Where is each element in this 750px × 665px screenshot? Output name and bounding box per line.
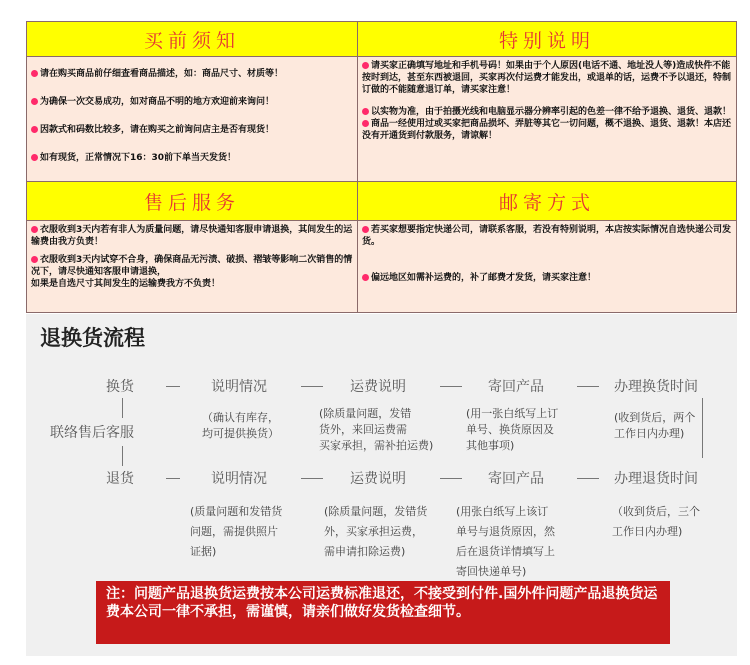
connector-line [440, 478, 462, 479]
exchange-step-freight: 运费说明 [350, 379, 406, 395]
bullet-icon [31, 70, 38, 77]
list-item: 衣服收到3天内若有非人为质量问题，请尽快通知客服申请退换，其间发生的运输费由我方负责！ [31, 225, 353, 247]
return-note-send-back: (用张白纸写上该订 单号与退货原因，然 后在退货详情填写上 寄回快递单号) [456, 505, 555, 578]
return-exchange-flow [26, 314, 737, 656]
connector-line [301, 386, 323, 387]
exchange-note-send-back: (用一张白纸写上订 单号、换货原因及 其他事项) [466, 407, 559, 452]
exchange-note-processing: (收到货后，两个 工作日内办理) [614, 411, 696, 440]
return-step-send-back: 寄回产品 [488, 471, 544, 487]
return-step-processing: 办理退货时间 [614, 471, 698, 487]
aftersale-body [26, 220, 358, 313]
connector-line [122, 398, 123, 418]
list-item: 偏远地区如需补运费的，补了邮费才发货，请买家注意！ [362, 272, 732, 284]
special-notice-header [357, 21, 737, 57]
bullet-icon [362, 226, 369, 233]
warning-text: 问题产品退换货运费按本公司运费标准退还，不接受到付件.国外件问题产品退换货运费本公司一律不承担，需谨慎，请亲们做好发货检查细节。 [106, 586, 658, 620]
exchange-step-explain: 说明情况 [211, 379, 267, 395]
shipping-body [357, 220, 737, 313]
bullet-icon [31, 98, 38, 105]
purchase-notice-title: 买前须知 [143, 29, 240, 52]
bullet-icon [362, 274, 369, 281]
exchange-step-send-back: 寄回产品 [488, 379, 544, 395]
contact-service-node: 联络售后客服 [50, 425, 134, 441]
warning-banner [96, 581, 670, 644]
list-item: 为确保一次交易成功，如对商品不明的地方欢迎前来询问！ [31, 96, 353, 108]
list-item: 如果是自选尺寸其间发生的运输费我方不负责！ [31, 279, 221, 289]
list-item: 请在购买商品前仔细查看商品描述，如：商品尺寸、材质等！ [31, 68, 353, 80]
purchase-notice-header [26, 21, 358, 57]
connector-line [577, 386, 599, 387]
list-item: 如有现货，正常情况下16：30前下单当天发货！ [31, 152, 353, 164]
return-note-processing: （收到货后，三个 工作日内办理) [612, 505, 700, 538]
connector-line [577, 478, 599, 479]
shipping-title: 邮寄方式 [498, 191, 595, 214]
return-step-freight: 运费说明 [350, 471, 406, 487]
bullet-icon [362, 120, 369, 127]
list-item: 若买家想要指定快递公司，请联系客服，若没有特别说明，本店按实际情况自选快递公司发货。 [362, 225, 732, 247]
warning-prefix: 注： [106, 586, 134, 602]
bullet-icon [362, 108, 369, 115]
flow-title: 退换货流程 [40, 326, 145, 350]
connector-line [122, 446, 123, 466]
return-label: 退货 [106, 471, 134, 487]
exchange-note-freight: (除质量问题，发错 货外，来回运费需 买家承担，需补拍运费) [319, 407, 434, 452]
bullet-icon [31, 154, 38, 161]
exchange-note-explain: （确认有库存， 均可提供换货） [202, 411, 279, 440]
connector-line [440, 386, 462, 387]
list-item: 商品一经使用过或买家把商品损坏、弄脏等其它一切问题，概不退换、退货、退款！本店还没有开通货到付款服务，请谅解！ [362, 119, 732, 141]
connector-line [301, 478, 323, 479]
list-item: 因款式和码数比较多，请在购买之前询问店主是否有现货！ [31, 124, 353, 136]
shipping-header [357, 181, 737, 221]
bullet-icon [31, 226, 38, 233]
purchase-notice-body [26, 56, 358, 182]
list-item: 衣服收到3天内试穿不合身，确保商品无污渍、破损、褶皱等影响二次销售的情况下，请尽快通知客服申请退换， [31, 255, 353, 277]
return-step-explain: 说明情况 [211, 471, 267, 487]
bullet-icon [31, 126, 38, 133]
exchange-label: 换货 [106, 379, 134, 395]
return-note-freight: (除质量问题，发错货 外，买家承担运费， 需申请扣除运费) [324, 505, 428, 558]
connector-line [702, 398, 703, 458]
exchange-step-processing: 办理换货时间 [614, 379, 698, 395]
bullet-icon [362, 62, 369, 69]
bullet-icon [31, 256, 38, 263]
list-item: 请买家正确填写地址和手机号码！如果由于个人原因(电话不通、地址没人等)造成快件不能按时到达，甚至东西被退回，买家再次付运费才能发出，或退单的话，运费不予以退还，特制订做的不能随意退订单，请买家注意！ [362, 61, 732, 95]
connector-line [166, 478, 180, 479]
return-note-explain: (质量问题和发错货 问题，需提供照片 证据) [190, 505, 283, 558]
special-notice-title: 特别说明 [498, 29, 595, 52]
notice-grid [26, 21, 737, 313]
aftersale-header [26, 181, 358, 221]
aftersale-title: 售后服务 [143, 191, 240, 214]
list-item: 以实物为准，由于拍摄光线和电脑显示器分辨率引起的色差一律不给予退换、退货、退款！ [362, 106, 732, 118]
connector-line [166, 386, 180, 387]
special-notice-body [357, 56, 737, 182]
